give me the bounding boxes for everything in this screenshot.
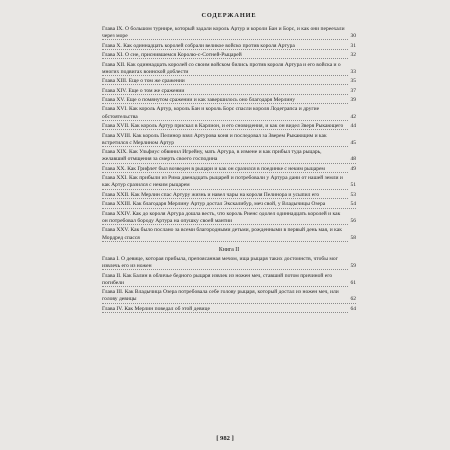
toc-entry-title: Глава XXI. Как прибыли из Рима двенадцать рыцарей и потребовали у Артура дани от нашей земли и как Артур сразился с неким рыцарем — [102, 175, 343, 189]
toc-entry-page: 48 — [350, 156, 356, 163]
toc-entry-page: 61 — [350, 279, 356, 286]
toc-entry — [102, 88, 356, 97]
toc-entry — [102, 166, 356, 175]
toc-entry-page: 62 — [350, 296, 356, 303]
toc-entry — [102, 149, 356, 166]
toc-entry-page: 53 — [350, 191, 356, 198]
dot-leader — [102, 198, 356, 199]
toc-entry-title: Глава IV. Как Мерлин поведал об этой девице — [102, 305, 210, 312]
toc-list-book-2 — [102, 256, 356, 315]
toc-entry-page: 49 — [350, 165, 356, 172]
toc-entry-title: Глава XVI. Как король Артур, король Бан и король Борс спасли короля Лодеграпса и другие обстоятельства — [102, 106, 320, 120]
dot-leader — [102, 129, 356, 130]
toc-entry-title: Глава XXII. Как Мерлин спас Артуру жизнь и навел чары на короля Пелинора и усыпил его — [102, 191, 320, 198]
page-number-footer: [ 982 ] — [216, 435, 234, 442]
toc-entry — [102, 123, 356, 132]
toc-entry-page: 59 — [350, 263, 356, 270]
toc-entry-page: 44 — [350, 123, 356, 130]
toc-entry-title: Глава X. Как одиннадцать королей собрали великое войско против короля Артура — [102, 42, 295, 49]
toc-list-book-1 — [102, 26, 356, 244]
dot-leader — [102, 224, 356, 225]
toc-entry — [102, 227, 356, 244]
toc-entry — [102, 175, 356, 192]
dot-leader — [102, 39, 356, 40]
dot-leader — [102, 208, 356, 209]
toc-entry — [102, 133, 356, 150]
toc-entry-page: 32 — [350, 52, 356, 59]
toc-entry-page: 31 — [350, 42, 356, 49]
dot-leader — [102, 103, 356, 104]
toc-entry-page: 35 — [350, 78, 356, 85]
toc-entry-title: Глава XII. Как одиннадцать королей со своим войском бились против короля Артура и его войска и о многих подвигах воинской доблести — [102, 61, 341, 75]
toc-entry-page: 39 — [350, 97, 356, 104]
dot-leader — [102, 172, 356, 173]
toc-entry — [102, 62, 356, 79]
page-title: СОДЕРЖАНИЕ — [201, 12, 257, 19]
toc-entry — [102, 106, 356, 123]
toc-entry-page: 54 — [350, 201, 356, 208]
toc-entry — [102, 201, 356, 210]
dot-leader — [102, 49, 356, 50]
toc-entry — [102, 78, 356, 87]
toc-entry-page: 64 — [350, 305, 356, 312]
toc-entry-title: Глава XIX. Как Ульфиус обвинил Игрейну, мать Артура, в измене и как прибыл туда рыцарь, желавший отмщения за смерть своего господина — [102, 149, 322, 163]
dot-leader — [102, 146, 356, 147]
toc-entry-title: Глава XV. Еще о помянутом сражении и как завершилось оно благодаря Мерлину — [102, 97, 296, 104]
dot-leader — [102, 58, 356, 59]
book-heading: Книга II — [218, 246, 240, 253]
toc-entry-title: Глава XXIV. Как до короля Артура дошла весть, что король Риенс одолел одиннадцать королей и как он потребовал бороду Артура на опушку своей мантии — [102, 210, 341, 224]
toc-entry — [102, 97, 356, 106]
dot-leader — [102, 269, 356, 270]
dot-leader — [102, 163, 356, 164]
dot-leader — [102, 189, 356, 190]
toc-entry-page: 33 — [350, 68, 356, 75]
toc-entry-page: 42 — [350, 113, 356, 120]
toc-entry-title: Глава XX. Как Грифлет был возведен в рыцари и как он сразился в поединке с неким рыцарем — [102, 165, 325, 172]
toc-entry-title: Глава XXV. Как было послано за всеми благородными детьми, рожденными в первый день мая, и как Мордред спасся — [102, 227, 342, 241]
toc-entry-title: Глава I. О девице, которая прибыла, препоясанная мечом, ища рыцаря таких достоинств, чтобы мог извлечь его из ножен — [102, 255, 338, 270]
dot-leader — [102, 286, 356, 287]
toc-entry — [102, 192, 356, 201]
dot-leader — [102, 94, 356, 95]
toc-entry — [102, 273, 356, 290]
toc-entry-page: 56 — [350, 217, 356, 224]
toc-entry-page: 58 — [350, 234, 356, 241]
dot-leader — [102, 120, 356, 121]
toc-entry-title: Глава III. Как Владычица Озера потребовала себе голову рыцаря, который достал из ножен меч, или голову девицы — [102, 289, 339, 303]
toc-entry — [102, 43, 356, 52]
toc-entry-title: Глава II. Как Балин в обличье бедного рыцаря извлек из ножен меч, ставший потом причиной его погибели — [102, 272, 333, 286]
dot-leader — [102, 75, 356, 76]
toc-entry — [102, 211, 356, 228]
toc-entry-title: Глава XVII. Как король Артур прискал в Карлион, и его сновидения, и как он видел Зверя Рыкающего — [102, 123, 344, 130]
toc-entry — [102, 306, 356, 315]
dot-leader — [102, 303, 356, 304]
toc-entry-page: 51 — [350, 182, 356, 189]
toc-entry-title: Глава XIV. Еще о том же сражении — [102, 87, 185, 94]
toc-entry — [102, 289, 356, 306]
toc-entry-page: 45 — [350, 139, 356, 146]
dot-leader — [102, 312, 356, 313]
toc-entry-title: Глава IX. О большом турнире, который задали король Артур и короли Бан и Борс, и как они переехали через море — [102, 26, 345, 40]
toc-entry — [102, 52, 356, 61]
toc-entry — [102, 256, 356, 273]
dot-leader — [102, 241, 356, 242]
toc-entry-page: 37 — [350, 87, 356, 94]
toc-entry-page: 30 — [350, 33, 356, 40]
dot-leader — [102, 84, 356, 85]
toc-entry-title: Глава XIII. Еще о том же сражении — [102, 78, 185, 85]
toc-entry-title: Глава XI. О сне, приснившемся Королю-с-Сотней-Рыцарей — [102, 52, 242, 59]
toc-entry — [102, 26, 356, 43]
toc-entry-title: Глава XVIII. Как король Пелинор взял Артурова коня и последовал за Зверем Рыкающим и как встретился с Мерлином Артур — [102, 132, 327, 146]
toc-entry-title: Глава XXIII. Как благодаря Мерлину Артур достал Экскалибур, меч свой, у Владычицы Озера — [102, 201, 326, 208]
